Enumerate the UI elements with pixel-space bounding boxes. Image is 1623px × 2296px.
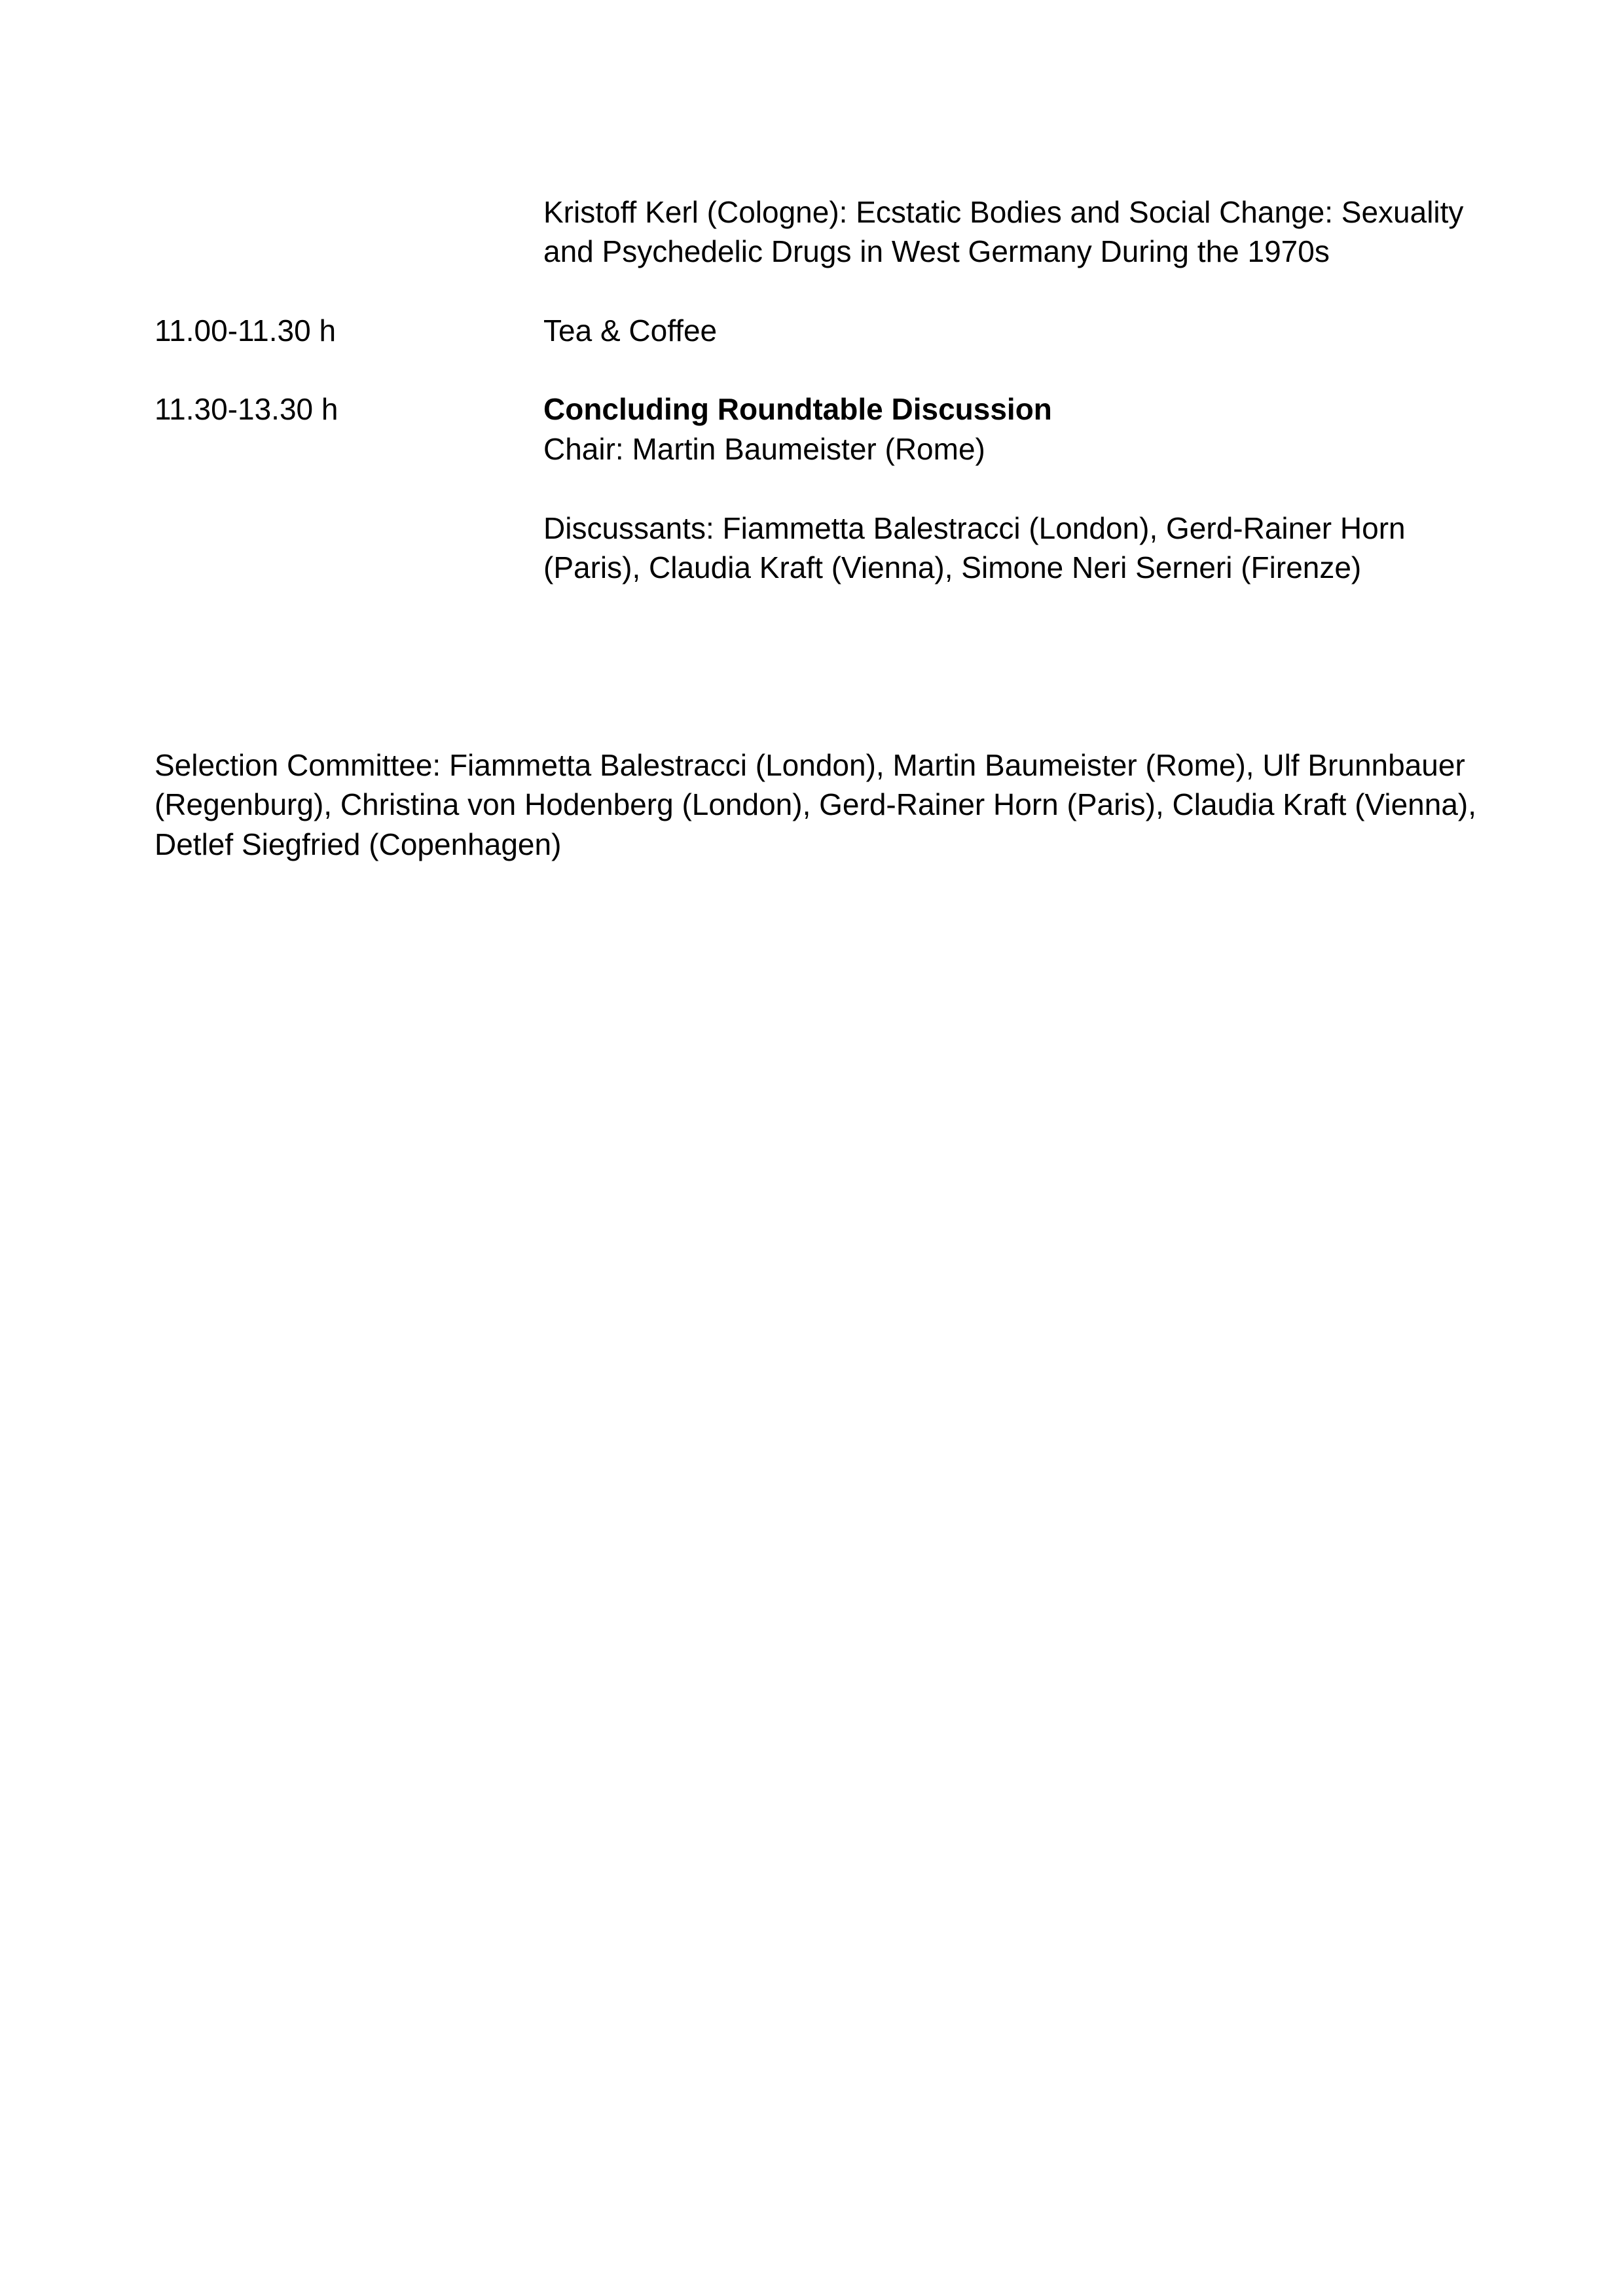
discussants-line-2: (Paris), Claudia Kraft (Vienna), Simone Neri Serneri (Firenze) bbox=[543, 550, 1362, 584]
break-title: Tea & Coffee bbox=[543, 314, 718, 348]
committee-line-3: Detlef Siegfried (Copenhagen) bbox=[155, 827, 562, 861]
roundtable-time: 11.30-13.30 h bbox=[155, 392, 338, 426]
committee-line-2: (Regenburg), Christina von Hodenberg (London), Gerd-Rainer Horn (Paris), Claudia Kraft (Vienna), bbox=[155, 787, 1477, 821]
roundtable-title: Concluding Roundtable Discussion bbox=[543, 392, 1052, 426]
roundtable-chair: Chair: Martin Baumeister (Rome) bbox=[543, 432, 985, 466]
committee-line-1: Selection Committee: Fiammetta Balestracci (London), Martin Baumeister (Rome), Ulf Brunnbauer bbox=[155, 748, 1465, 782]
talk-line-2: and Psychedelic Drugs in West Germany During the 1970s bbox=[543, 234, 1330, 268]
talk-line-1: Kristoff Kerl (Cologne): Ecstatic Bodies and Social Change: Sexuality bbox=[543, 195, 1464, 229]
discussants-line-1: Discussants: Fiammetta Balestracci (London), Gerd-Rainer Horn bbox=[543, 511, 1406, 545]
break-time: 11.00-11.30 h bbox=[155, 314, 337, 348]
